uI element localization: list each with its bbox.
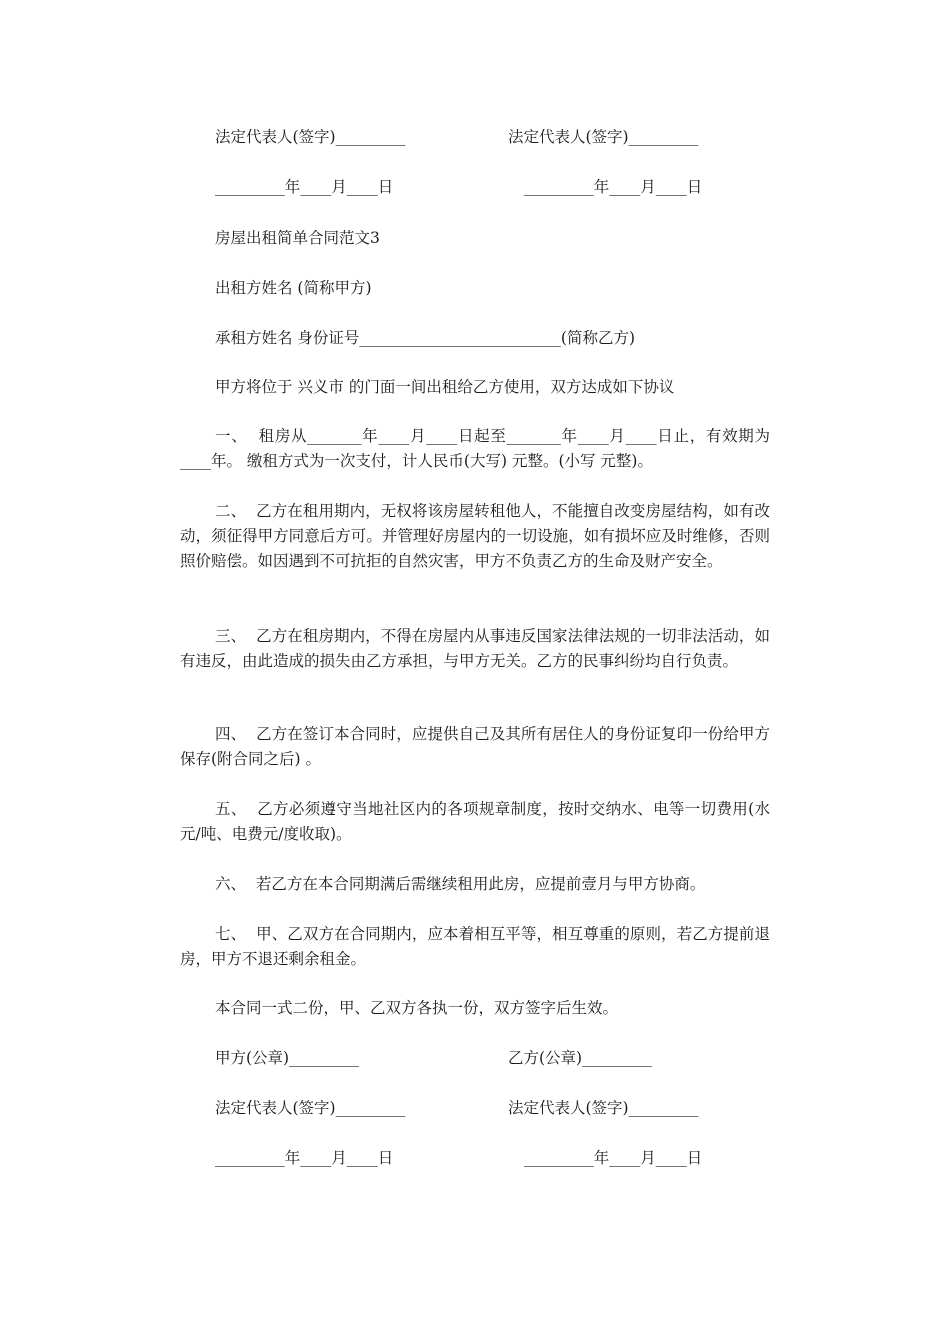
bottom-right-date: _________年____月____日 bbox=[524, 1149, 703, 1167]
lessee-line: 承租方姓名 身份证号__________________________(简称乙方) bbox=[215, 329, 636, 347]
clause-7: 七、 甲、乙双方在合同期内，应本着相互平等，相互尊重的原则，若乙方提前退房，甲方不退还剩余租金。 bbox=[180, 925, 770, 968]
lessor-line: 出租方姓名 (简称甲方) bbox=[215, 279, 372, 297]
intro-line: 甲方将位于 兴义市 的门面一间出租给乙方使用，双方达成如下协议 bbox=[215, 378, 675, 396]
bottom-right-representative-signature: 法定代表人(签字)_________ bbox=[508, 1099, 699, 1117]
bottom-left-date: _________年____月____日 bbox=[215, 1149, 394, 1167]
clause-4: 四、 乙方在签订本合同时，应提供自己及其所有居住人的身份证复印一份给甲方保存(附合同之后) 。 bbox=[180, 725, 770, 768]
bottom-left-representative-signature: 法定代表人(签字)_________ bbox=[215, 1099, 406, 1117]
clause-1: 一、 租房从_______年____月____日起至_______年____月____日止，有效期为____年。 缴租方式为一次支付，计人民币(大写) 元整。(小写 元整)。 bbox=[180, 427, 770, 470]
closing-line: 本合同一式二份，甲、乙双方各执一份，双方签字后生效。 bbox=[215, 999, 619, 1017]
clause-2: 二、 乙方在租用期内，无权将该房屋转租他人，不能擅自改变房屋结构，如有改动，须征得甲方同意后方可。并管理好房屋内的一切设施，如有损坏应及时维修，否则照价赔偿。如因遇到不可抗拒的自然灾害，甲方不负责乙方的生命及财产安全。 bbox=[180, 502, 770, 570]
top-left-representative-signature: 法定代表人(签字)_________ bbox=[215, 128, 406, 146]
clause-6: 六、 若乙方在本合同期满后需继续租用此房，应提前壹月与甲方协商。 bbox=[215, 875, 706, 893]
top-left-date: _________年____月____日 bbox=[215, 178, 394, 196]
party-a-seal: 甲方(公章)_________ bbox=[215, 1049, 359, 1067]
clause-5: 五、 乙方必须遵守当地社区内的各项规章制度，按时交纳水、电等一切费用(水元/吨、电费元/度收取)。 bbox=[180, 800, 770, 843]
clause-3: 三、 乙方在租房期内，不得在房屋内从事违反国家法律法规的一切非法活动，如有违反，由此造成的损失由乙方承担，与甲方无关。乙方的民事纠纷均自行负责。 bbox=[180, 627, 770, 670]
party-b-seal: 乙方(公章)_________ bbox=[508, 1049, 652, 1067]
top-right-representative-signature: 法定代表人(签字)_________ bbox=[508, 128, 699, 146]
top-right-date: _________年____月____日 bbox=[524, 178, 703, 196]
contract-title: 房屋出租简单合同范文3 bbox=[215, 229, 380, 247]
